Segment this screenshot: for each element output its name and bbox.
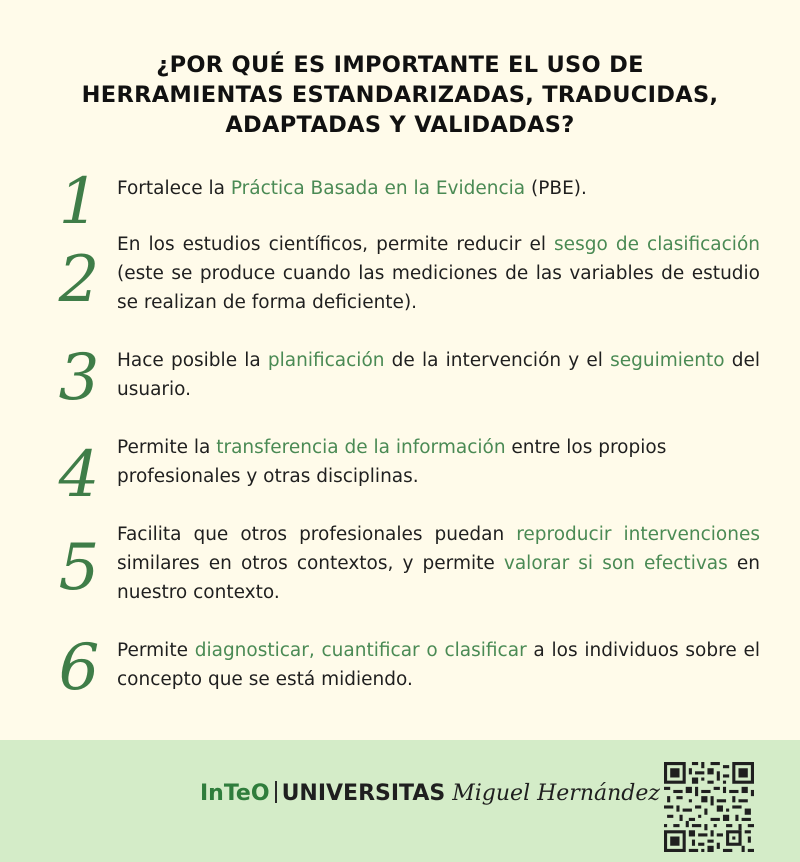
universitas-logo-text: UNIVERSITAS [281, 781, 446, 806]
text-segment: Facilita que otros profesionales puedan [117, 524, 517, 545]
miguel-hernandez-logo-text: Miguel Hernández [452, 781, 660, 806]
text-segment: Hace posible la [117, 350, 268, 371]
item-text [117, 636, 760, 694]
text-segment: en nuestro contexto. [117, 553, 760, 603]
item-text [117, 346, 760, 404]
logo-divider [275, 781, 277, 803]
text-segment: entre los propios profesionales y otras disciplinas. [117, 437, 667, 487]
highlighted-text: planificación [267, 350, 385, 371]
text-segment: Permite [117, 640, 195, 661]
item-number: 3 [58, 341, 100, 415]
qr-code-icon[interactable] [664, 762, 754, 852]
inteo-logo-text: InTeO [200, 781, 270, 806]
highlighted-text: reproducir intervenciones [516, 524, 760, 545]
text-segment: del usuario. [117, 350, 760, 400]
item-text [117, 174, 760, 203]
highlighted-text: seguimiento [610, 350, 725, 371]
item-text [117, 520, 760, 607]
text-segment: similares en otros contextos, y permite [117, 553, 504, 574]
title-line-1: ¿POR QUÉ ES IMPORTANTE EL USO DE [156, 52, 644, 78]
item-number: 4 [58, 438, 100, 512]
highlighted-text: sesgo de clasificación [554, 234, 760, 255]
item-number: 2 [58, 243, 100, 317]
highlighted-text: transferencia de la información [216, 437, 506, 458]
text-segment: Fortalece la [117, 178, 231, 199]
item-number: 5 [58, 531, 100, 605]
highlighted-text: diagnosticar, cuantificar o clasificar [194, 640, 527, 661]
page-title [40, 50, 760, 140]
title-line-2: HERRAMIENTAS ESTANDARIZADAS, TRADUCIDAS, [81, 82, 719, 108]
item-text [117, 433, 760, 491]
highlighted-text: valorar si son efectivas [503, 553, 728, 574]
text-segment: (este se produce cuando las mediciones de las variables de estudio se realizan de forma deficiente). [117, 263, 760, 313]
title-line-3: ADAPTADAS Y VALIDADAS? [225, 112, 575, 138]
text-segment: En los estudios científicos, permite reducir el [117, 234, 555, 255]
text-segment: Permite la [117, 437, 217, 458]
item-number: 6 [58, 631, 100, 705]
text-segment: (PBE). [525, 178, 587, 199]
highlighted-text: Práctica Basada en la Evidencia [230, 178, 526, 199]
item-number: 1 [58, 165, 100, 239]
university-logo [200, 780, 660, 808]
item-text [117, 230, 760, 317]
text-segment: de la intervención y el [384, 350, 611, 371]
footer-band [0, 740, 800, 862]
text-segment: a los individuos sobre el concepto que se está midiendo. [117, 640, 760, 690]
